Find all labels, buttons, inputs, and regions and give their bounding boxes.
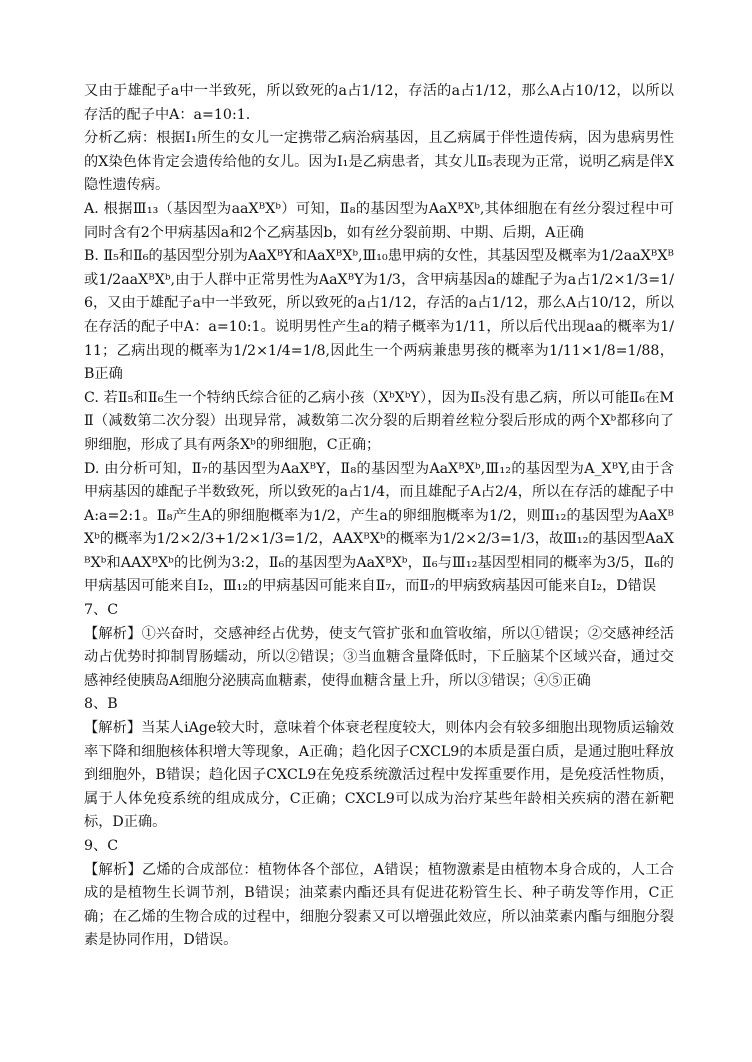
option-c: C. 若Ⅱ₅和Ⅱ₆生一个特纳氏综合征的乙病小孩（XᵇXᵇY），因为Ⅱ₅没有患乙病，所以可能Ⅱ₆在MⅡ（减数第二次分裂）出现异常，减数第二次分裂的后期着丝粒分裂后形成的两个Xᵇ都移向了卵细胞，形成了具有两条Xᵇ的卵细胞，C正确； [84, 389, 674, 453]
paragraph-intro: 又由于雄配子a中一半致死，所以致死的a占1/12，存活的a占1/12，那么A占10/12，以所以存活的配子中A：a=10:1. [84, 83, 674, 123]
document-page [84, 80, 674, 953]
answer-8-analysis: 【解析】当某人iAge较大时，意味着个体衰老程度较大，则体内会有较多细胞出现物质运输效率下降和细胞核体积增大等现象，A正确；趋化因子CXCL9的本质是蛋白质，是通过胞吐释放到细胞外，B错误；趋化因子CXCL9在免疫系统激活过程中发挥重要作用，是免疫活性物质，属于人体免疫系统的组成成分，C正确；CXCL9可以成为治疗某些年龄相关疾病的潜在新靶标，D正确。 [84, 720, 674, 831]
answer-8-label: 8、B [84, 696, 118, 713]
answer-9-analysis: 【解析】乙烯的合成部位：植物体各个部位，A错误；植物激素是由植物本身合成的，人工合成的是植物生长调节剂，B错误；油菜素内酯还具有促进花粉管生长、种子萌发等作用，C正确；在乙烯的生物合成的过程中，细胞分裂素又可以增强此效应，所以油菜素内酯与细胞分裂素是协同作用，D错误。 [84, 861, 674, 949]
answer-7-analysis: 【解析】①兴奋时，交感神经占优势，使支气管扩张和血管收缩，所以①错误；②交感神经活动占优势时抑制胃肠蠕动，所以②错误；③当血糖含量降低时，下丘脑某个区域兴奋，通过交感神经使胰岛A细胞分泌胰高血糖素，使得血糖含量上升，所以③错误；④⑤正确 [84, 625, 674, 689]
answer-7-label: 7、C [84, 602, 119, 619]
option-a: A. 根据Ⅲ₁₃（基因型为aaXᴮXᵇ）可知，Ⅱ₈的基因型为AaXᴮXᵇ,其体细胞在有丝分裂过程中可同时含有2个甲病基因a和2个乙病基因b，如有丝分裂前期、中期、后期，A正确 [84, 200, 674, 241]
option-d: D. 由分析可知，Ⅱ₇的基因型为AaXᴮY，Ⅱ₈的基因型为AaXᴮXᵇ,Ⅲ₁₂的基因型为A_XᴮY,由于含甲病基因的雄配子半数致死，所以致死的a占1/4，而且雄配子A占2/4，所以在存活的雄配子中A:a=2:1。Ⅱ₈产生A的卵细胞概率为1/2，产生a的卵细胞概率为1/2，则Ⅲ₁₂的基因型为AaXᴮXᵇ的概率为1/2×2/3+1/2×1/3=1/2，AAXᴮXᵇ的概率为1/2×2/3=1/3，故Ⅲ₁₂的基因型AaXᴮXᵇ和AAXᴮXᵇ的比例为3:2，Ⅱ₆的基因型为AaXᴮXᵇ，Ⅱ₆与Ⅲ₁₂基因型相同的概率为3/5，Ⅱ₆的甲病基因可能来自Ⅰ₂，Ⅲ₁₂的甲病基因可能来自Ⅱ₇，而Ⅱ₇的甲病致病基因可能来自Ⅰ₂，D错误 [84, 460, 674, 595]
paragraph-analysis-yi: 分析乙病：根据Ⅰ₁所生的女儿一定携带乙病治病基因，且乙病属于伴性遗传病，因为患病男性的X染色体肯定会遗传给他的女儿。因为Ⅰ₁是乙病患者，其女儿Ⅱ₅表现为正常，说明乙病是伴X隐性遗传病。 [84, 130, 674, 194]
answer-9-label: 9、C [84, 838, 119, 854]
option-b: B. Ⅱ₅和Ⅱ₆的基因型分别为AaXᴮY和AaXᴮXᵇ,Ⅲ₁₀患甲病的女性，其基因型及概率为1/2aaXᴮXᴮ或1/2aaXᴮXᵇ,由于人群中正常男性为AaXᴮY为1/3，含甲病基因a的雄配子为a占1/2×1/3=1/6，又由于雄配子a中一半致死，所以致死的a占1/12，存活的a占1/12，那么A占10/12，所以在存活的配子中A：a=10:1。说明男性产生a的精子概率为1/11，所以后代出现aa的概率为1/11；乙病出现的概率为1/2×1/4=1/8,因此生一个两病兼患男孩的概率为1/11×1/8=1/88，B正确 [84, 248, 674, 383]
